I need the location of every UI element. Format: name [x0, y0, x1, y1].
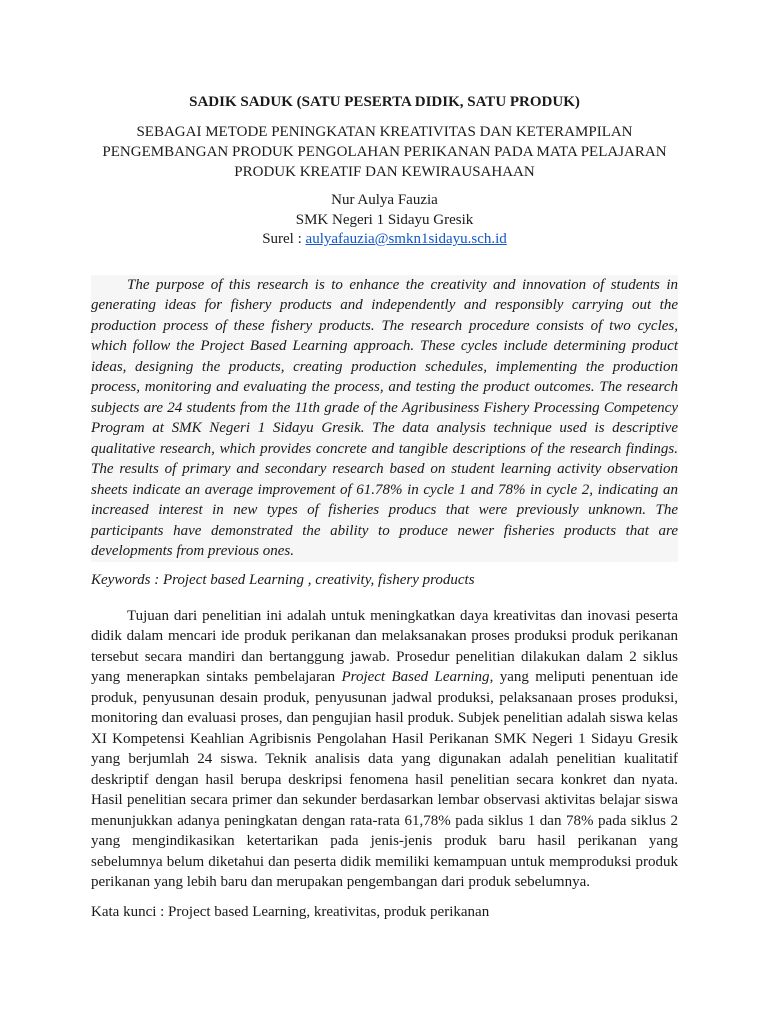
paper-title: SADIK SADUK (SATU PESERTA DIDIK, SATU PRODUK): [189, 94, 580, 110]
abstract-id-text: Tujuan dari penelitian ini adalah untuk meningkatkan daya kreativitas dan inovasi peserta didik dalam mencari ide produk perikanan dan melaksanakan proses produksi produk perikanan tersebut secara mandiri dan bertanggung jawab. Prosedur penelitian dilakukan dalam 2 siklus yang menerapkan sintaks pembelajaran: [91, 607, 678, 685]
abstract-indonesian: [91, 606, 678, 893]
abstract-id-emphasis: Project Based Learning: [341, 669, 490, 685]
email-label: Surel :: [262, 231, 306, 247]
keywords-indonesian: Kata kunci : Project based Learning, kreativitas, produk perikanan: [91, 903, 490, 920]
keywords-english: Keywords : Project based Learning , creativity, fishery products: [91, 571, 475, 588]
author-email-line: [91, 230, 678, 250]
subtitle-line: SEBAGAI METODE PENINGKATAN KREATIVITAS DAN KETERAMPILAN: [136, 124, 633, 140]
paper-subtitle: [91, 122, 678, 182]
subtitle-line: PRODUK KREATIF DAN KEWIRAUSAHAAN: [234, 164, 535, 180]
author-affiliation: SMK Negeri 1 Sidayu Gresik: [295, 211, 474, 228]
abstract-english: The purpose of this research is to enhance the creativity and innovation of students in generating ideas for fishery products and independently and responsibly carrying out the production process of these fishery products. The research procedure consists of two cycles, which follow the Project Based Learning approach. These cycles include determining product ideas, designing the products, creating production schedules, implementing the production process, monitoring and evaluating the process, and testing the product outcomes. The research subjects are 24 students from the 11th grade of the Agribusiness Fishery Processing Competency Program at SMK Negeri 1 Sidayu Gresik. The data analysis technique used is descriptive qualitative research, which provides concrete and tangible descriptions of the research findings. The results of primary and secondary research based on student learning activity observation sheets indicate an average improvement of 61.78% in cycle 1 and 78% in cycle 2, indicating an increased interest in new types of fisheries producs that were previously unknown. The participants have demonstrated the ability to produce newer fisheries products that are developments from previous ones.: [91, 275, 678, 562]
author-block: [91, 191, 678, 250]
abstract-id-text: , yang meliputi penentuan ide produk, penyusunan desain produk, penyusunan jadwal produksi, pelaksanaan proses produksi, monitoring dan evaluasi proses, dan pengujian hasil produk. Subjek penelitian adalah siswa kelas XI Kompetensi Keahlian Agribisnis Pengolahan Hasil Perikanan SMK Negeri 1 Sidayu Gresik yang berjumlah 24 siswa. Teknik analisis data yang digunakan adalah penelitian kualitatif deskriptif dengan hasil berupa deskripsi fenomena hasil penelitian secara konkret dan nyata. Hasil penelitian secara primer dan sekunder berdasarkan lembar observasi aktivitas belajar siswa menunjukkan adanya peningkatan dengan rata-rata 61,78% pada siklus 1 dan 78% pada siklus 2 yang mengindikasikan ketertarikan pada jenis-jenis produk baru hasil perikanan yang sebelumnya belum diketahui dan peserta didik memiliki kemampuan untuk memproduksi produk perikanan yang lebih baru dan merupakan pengembangan dari produk sebelumnya.: [91, 669, 679, 890]
subtitle-line: PENGEMBANGAN PRODUK PENGOLAHAN PERIKANAN PADA MATA PELAJARAN: [102, 144, 667, 160]
email-link[interactable]: aulyafauzia@smkn1sidayu.sch.id: [305, 231, 507, 247]
author-name: Nur Aulya Fauzia: [331, 192, 438, 208]
